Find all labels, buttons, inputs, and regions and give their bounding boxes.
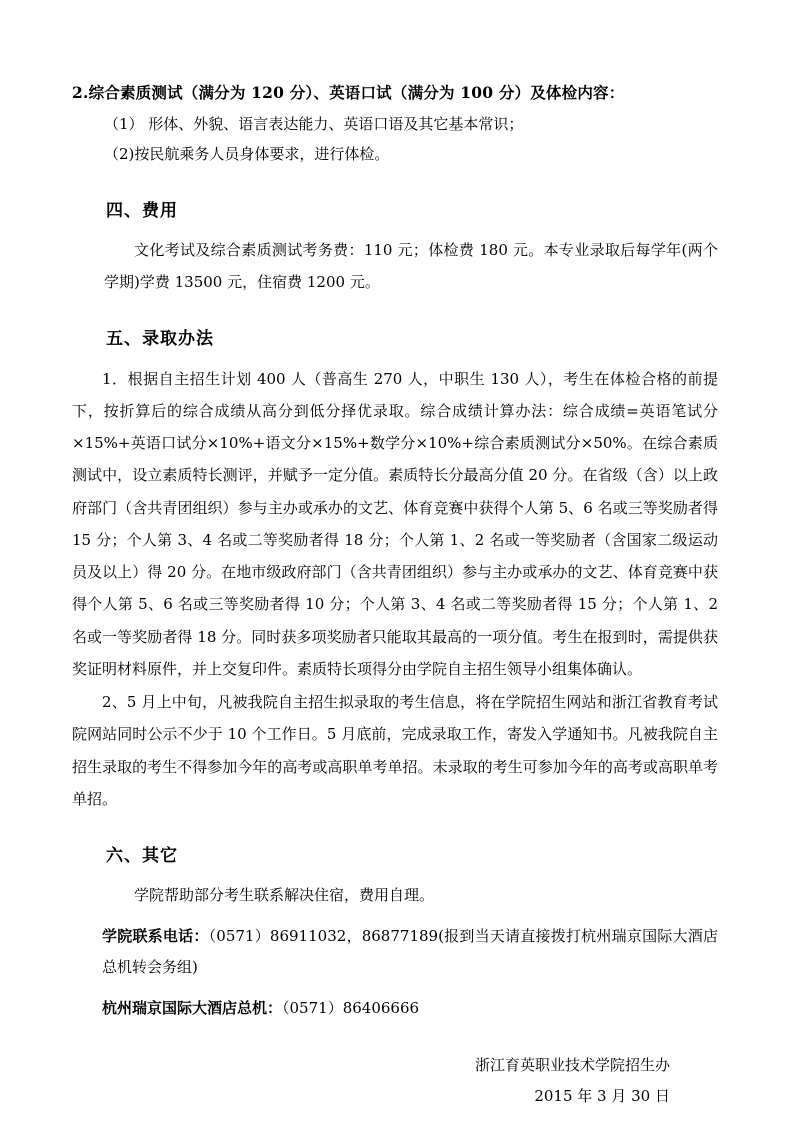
college-phone-label: 学院联系电话：: [102, 927, 209, 946]
section-5-paragraph-1: 1．根据自主招生计划 400 人（普高生 270 人，中职生 130 人），考生在体检合格的前提下，按折算后的综合成绩从高分到低分择优录取。综合成绩计算办法：综合成绩=英语笔试分×15%+英语口试分×10%+语文分×15%+数学分×10%+综合素质测试分×50%。在综合素质测试中，设立素质特长测评，并赋予一定分值。素质特长分最高分值 20 分。在省级（含）以上政府部门（含共青团组织）参与主办或承办的文艺、体育竞赛中获得个人第 5、6 名或三等奖励者得 15 分；个人第 3、4 名或二等奖励者得 18 分；个人第 1、2 名或一等奖励者（含国家二级运动员及以上）得 20 分。在地市级政府部门（含共青团组织）参与主办或承办的文艺、体育竞赛中获得个人第 5、6 名或三等奖励者得 10 分；个人第 3、4 名或二等奖励者得 15 分；个人第 1、2 名或一等奖励者得 18 分。同时获多项奖励者只能取其最高的一项分值。考生在报到时，需提供获奖证明材料原件，并上交复印件。素质特长项得分由学院自主招生领导小组集体确认。: [72, 369, 718, 678]
section-6-title: 六、其它: [106, 846, 178, 866]
section-4-paragraph: 文化考试及综合素质测试考务费：110 元；体检费 180 元。本专业录取后每学年(两个学期)学费 13500 元，住宿费 1200 元。: [104, 240, 718, 292]
item-2-sub-2: （2)按民航乘务人员身体要求，进行体检。: [104, 145, 390, 164]
signature-date: 2015 年 3 月 30 日: [534, 1087, 670, 1106]
section-4-title: 四、费用: [106, 200, 178, 221]
item-2-heading: 2.综合素质测试（满分为 120 分）、英语口试（满分为 100 分）及体检内容：: [72, 83, 625, 102]
spacer: [72, 171, 718, 177]
section-5-title: 五、录取办法: [106, 329, 214, 350]
spacer: [72, 299, 718, 305]
hotel-phone-value: （0571）86406666: [282, 998, 420, 1017]
college-phone-value: （0571）86911032，86877189(报到当天请直接拨打杭州瑞京国际大酒店总机转会务组): [102, 927, 718, 977]
section-6-paragraph: 学院帮助部分考生联系解决住宿，费用自理。: [134, 886, 435, 905]
hotel-phone-line: [72, 993, 718, 1024]
signature-block: [72, 1050, 718, 1113]
item-2-sub-1: （1） 形体、外貌、语言表达能力、英语口语及其它基本常识；: [104, 115, 524, 134]
college-phone-line: [72, 921, 718, 983]
document-body: [72, 78, 718, 1113]
signature-organization: 浙江育英职业技术学院招生办: [474, 1055, 670, 1074]
hotel-phone-label: 杭州瑞京国际大酒店总机：: [102, 998, 283, 1017]
spacer: [72, 816, 718, 822]
section-5-paragraph-2: 2、5 月上中旬，凡被我院自主招生拟录取的考生信息，将在学院招生网站和浙江省教育考试院网站同时公示不少于 10 个工作日。5 月底前，完成录取工作，寄发入学通知书。凡被我院自主招生录取的考生不得参加今年的高考或高职单考单招。未录取的考生可参加今年的高考或高职单考单招。: [72, 693, 718, 808]
